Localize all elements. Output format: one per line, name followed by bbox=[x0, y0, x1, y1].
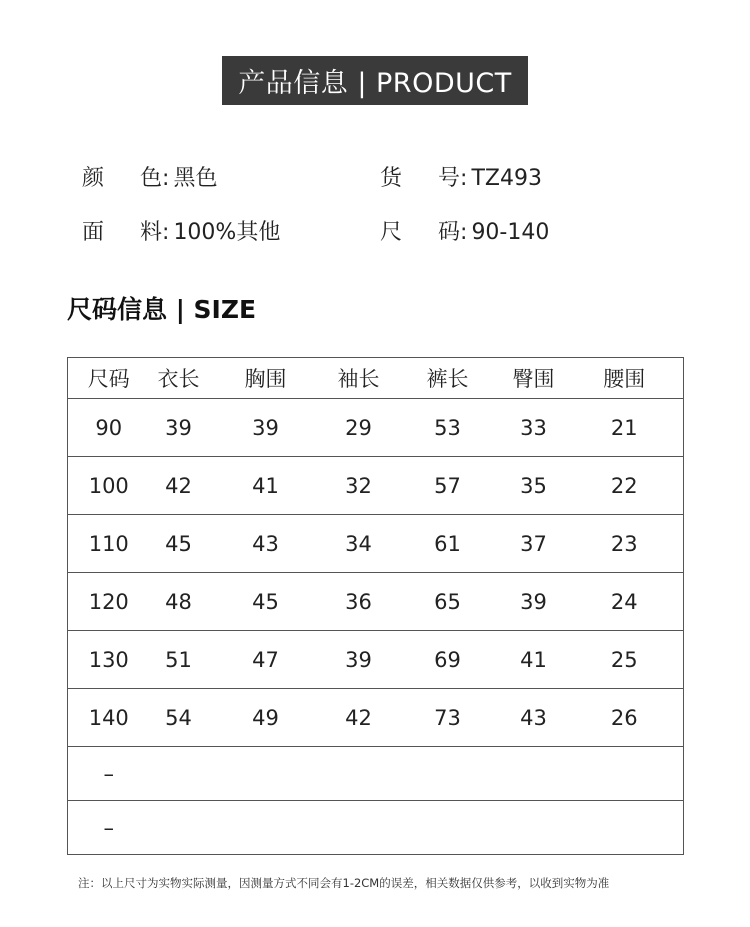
measurement-note: 注：以上尺寸为实物实际测量，因测量方式不同会有1-2CM的误差，相关数据仅供参考，以收到实物为准 bbox=[78, 876, 610, 890]
table-cell: 34 bbox=[324, 515, 394, 573]
table-cell bbox=[394, 801, 502, 855]
table-cell: 61 bbox=[394, 515, 502, 573]
table-cell bbox=[566, 801, 684, 855]
item-no-label-b: 号 bbox=[438, 166, 461, 191]
table-header-cell: 胸围 bbox=[208, 358, 324, 399]
table-header-cell: 袖长 bbox=[324, 358, 394, 399]
table-cell: 69 bbox=[394, 631, 502, 689]
table-cell: 100 bbox=[68, 457, 150, 515]
table-header-cell: 裤长 bbox=[394, 358, 502, 399]
table-cell bbox=[208, 801, 324, 855]
size-range-value: 90-140 bbox=[471, 220, 550, 245]
table-header-cell: 臀围 bbox=[502, 358, 566, 399]
item-no-label-a: 货 bbox=[380, 166, 403, 191]
table-cell: 54 bbox=[150, 689, 208, 747]
table-cell: 25 bbox=[566, 631, 684, 689]
table-row bbox=[68, 689, 684, 747]
table-cell: 37 bbox=[502, 515, 566, 573]
table-cell: 41 bbox=[208, 457, 324, 515]
table-cell: 73 bbox=[394, 689, 502, 747]
material-value: 100%其他 bbox=[173, 220, 281, 245]
table-cell: 29 bbox=[324, 399, 394, 457]
color-label-b: 色 bbox=[140, 166, 163, 191]
color-label-a: 颜 bbox=[82, 166, 105, 191]
material-label-a: 面 bbox=[82, 220, 105, 245]
item-no-info: 货 号: TZ493 bbox=[380, 161, 542, 192]
table-row bbox=[68, 457, 684, 515]
table-cell: 39 bbox=[208, 399, 324, 457]
table-cell bbox=[566, 747, 684, 801]
table-row bbox=[68, 747, 684, 801]
banner-title: 产品信息 | PRODUCT bbox=[238, 68, 512, 99]
table-cell: 110 bbox=[68, 515, 150, 573]
table-cell: 65 bbox=[394, 573, 502, 631]
table-row bbox=[68, 801, 684, 855]
table-cell: 43 bbox=[208, 515, 324, 573]
table-row bbox=[68, 399, 684, 457]
table-cell: 130 bbox=[68, 631, 150, 689]
color-info: 颜 色: 黑色 bbox=[82, 161, 217, 192]
table-cell bbox=[324, 747, 394, 801]
table-cell bbox=[150, 747, 208, 801]
table-cell: – bbox=[68, 747, 150, 801]
table-cell bbox=[502, 747, 566, 801]
size-table bbox=[67, 357, 684, 855]
table-cell: 32 bbox=[324, 457, 394, 515]
table-cell bbox=[208, 747, 324, 801]
table-cell: 49 bbox=[208, 689, 324, 747]
table-cell: 90 bbox=[68, 399, 150, 457]
table-header-row bbox=[68, 358, 684, 399]
table-cell: 47 bbox=[208, 631, 324, 689]
product-info-banner bbox=[222, 56, 528, 105]
table-cell bbox=[394, 747, 502, 801]
table-header-cell: 衣长 bbox=[150, 358, 208, 399]
table-row bbox=[68, 515, 684, 573]
table-row bbox=[68, 631, 684, 689]
table-header-cell: 腰围 bbox=[566, 358, 684, 399]
size-range-info: 尺 码: 90-140 bbox=[380, 215, 549, 246]
table-cell: 39 bbox=[324, 631, 394, 689]
table-cell: 22 bbox=[566, 457, 684, 515]
table-cell: 36 bbox=[324, 573, 394, 631]
table-cell: 45 bbox=[208, 573, 324, 631]
table-cell: 42 bbox=[324, 689, 394, 747]
size-label-b: 码 bbox=[438, 220, 461, 245]
table-cell: 48 bbox=[150, 573, 208, 631]
table-cell bbox=[324, 801, 394, 855]
table-cell: 33 bbox=[502, 399, 566, 457]
table-row bbox=[68, 573, 684, 631]
table-cell: 120 bbox=[68, 573, 150, 631]
table-cell bbox=[502, 801, 566, 855]
table-cell: 24 bbox=[566, 573, 684, 631]
table-cell: 43 bbox=[502, 689, 566, 747]
table-cell: 57 bbox=[394, 457, 502, 515]
table-cell: – bbox=[68, 801, 150, 855]
table-cell: 26 bbox=[566, 689, 684, 747]
table-cell bbox=[150, 801, 208, 855]
color-value: 黑色 bbox=[173, 166, 218, 191]
table-cell: 42 bbox=[150, 457, 208, 515]
table-cell: 45 bbox=[150, 515, 208, 573]
table-cell: 41 bbox=[502, 631, 566, 689]
table-cell: 140 bbox=[68, 689, 150, 747]
item-no-value: TZ493 bbox=[471, 166, 542, 191]
material-info: 面 料: 100%其他 bbox=[82, 215, 280, 246]
table-cell: 35 bbox=[502, 457, 566, 515]
size-section-title: 尺码信息 | SIZE bbox=[67, 295, 257, 324]
size-label-a: 尺 bbox=[380, 220, 403, 245]
table-cell: 39 bbox=[150, 399, 208, 457]
table-cell: 23 bbox=[566, 515, 684, 573]
table-cell: 53 bbox=[394, 399, 502, 457]
material-label-b: 料 bbox=[140, 220, 163, 245]
table-cell: 39 bbox=[502, 573, 566, 631]
table-cell: 51 bbox=[150, 631, 208, 689]
table-header-cell: 尺码 bbox=[68, 358, 150, 399]
table-cell: 21 bbox=[566, 399, 684, 457]
